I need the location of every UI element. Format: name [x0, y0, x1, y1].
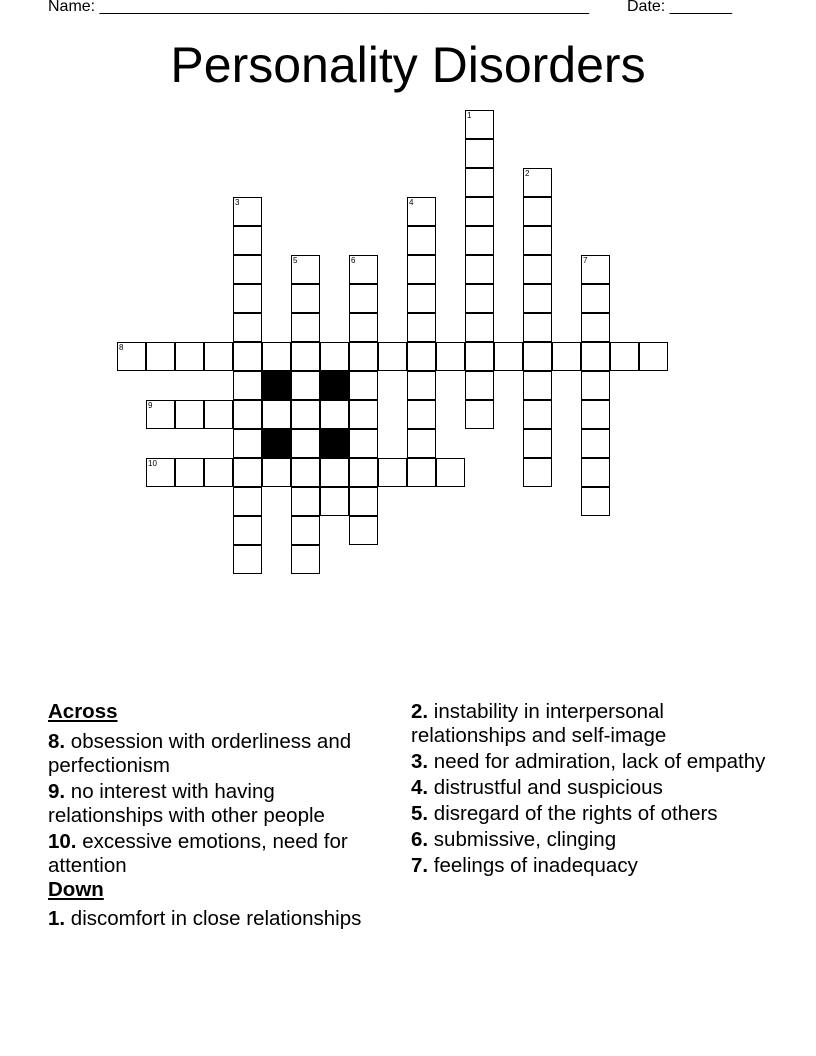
crossword-cell[interactable]: [465, 197, 494, 226]
crossword-cell[interactable]: [407, 197, 436, 226]
crossword-cell[interactable]: [407, 429, 436, 458]
crossword-cell[interactable]: [581, 429, 610, 458]
crossword-cell[interactable]: [233, 400, 262, 429]
crossword-cell[interactable]: [465, 313, 494, 342]
crossword-cell[interactable]: [494, 342, 523, 371]
crossword-cell[interactable]: [320, 487, 349, 516]
crossword-cell[interactable]: [291, 313, 320, 342]
crossword-cell[interactable]: [233, 371, 262, 400]
clue-across-9: [48, 780, 393, 828]
crossword-cell[interactable]: [465, 371, 494, 400]
crossword-cell[interactable]: [262, 400, 291, 429]
crossword-cell[interactable]: [581, 487, 610, 516]
crossword-cell[interactable]: [523, 284, 552, 313]
crossword-cell[interactable]: [349, 313, 378, 342]
crossword-cell[interactable]: [465, 255, 494, 284]
crossword-cell[interactable]: [465, 110, 494, 139]
clue-down-5: [411, 802, 771, 826]
crossword-cell[interactable]: [581, 400, 610, 429]
crossword-cell[interactable]: [349, 458, 378, 487]
crossword-cell[interactable]: [117, 342, 146, 371]
clue-number-label: 6: [351, 256, 356, 265]
clue-number: 9.: [48, 780, 66, 803]
clue-across-8: [48, 730, 393, 778]
crossword-cell[interactable]: [233, 284, 262, 313]
crossword-cell[interactable]: [581, 255, 610, 284]
clues-column-right: [411, 700, 771, 880]
clue-number-label: 4: [409, 198, 414, 207]
crossword-cell[interactable]: [291, 342, 320, 371]
clue-number: 5.: [411, 802, 429, 825]
crossword-cell[interactable]: [349, 284, 378, 313]
clue-text: feelings of inadequacy: [428, 854, 638, 877]
crossword-cell[interactable]: [349, 371, 378, 400]
crossword-cell[interactable]: [146, 458, 175, 487]
across-heading: Across: [48, 700, 118, 723]
clue-number-label: 3: [235, 198, 240, 207]
crossword-cell[interactable]: [349, 400, 378, 429]
crossword-cell[interactable]: [407, 255, 436, 284]
clue-number-label: 9: [148, 401, 153, 410]
black-square: [262, 371, 291, 400]
clue-down-7: [411, 854, 771, 878]
crossword-cell[interactable]: [175, 400, 204, 429]
crossword-cell[interactable]: [349, 429, 378, 458]
crossword-cell[interactable]: [291, 545, 320, 574]
crossword-cell[interactable]: [291, 458, 320, 487]
crossword-cell[interactable]: [204, 458, 233, 487]
clue-down-1: [48, 907, 393, 931]
crossword-cell[interactable]: [523, 168, 552, 197]
clue-text: discomfort in close relationships: [65, 907, 362, 930]
crossword-cell[interactable]: [523, 400, 552, 429]
crossword-cell[interactable]: [233, 458, 262, 487]
clue-number: 1.: [48, 907, 66, 930]
clue-number-label: 7: [583, 256, 588, 265]
crossword-cell[interactable]: [378, 342, 407, 371]
clue-down-6: [411, 828, 771, 852]
crossword-cell[interactable]: [291, 429, 320, 458]
crossword-cell[interactable]: [465, 139, 494, 168]
crossword-cell[interactable]: [407, 342, 436, 371]
clue-number-label: 8: [119, 343, 124, 352]
crossword-cell[interactable]: [291, 487, 320, 516]
crossword-cell[interactable]: [523, 226, 552, 255]
crossword-cell[interactable]: [465, 342, 494, 371]
name-field-label: Name: _______________________________________________________: [48, 0, 589, 15]
crossword-cell[interactable]: [465, 168, 494, 197]
crossword-cell[interactable]: [523, 197, 552, 226]
crossword-cell[interactable]: [407, 226, 436, 255]
clue-number: 3.: [411, 750, 429, 773]
clue-text: excessive emotions, need for attention: [48, 830, 348, 877]
clue-down-4: [411, 776, 771, 800]
crossword-cell[interactable]: [262, 458, 291, 487]
clue-number-label: 5: [293, 256, 298, 265]
crossword-cell[interactable]: [320, 342, 349, 371]
crossword-cell[interactable]: [291, 284, 320, 313]
crossword-cell[interactable]: [233, 313, 262, 342]
clue-text: instability in interpersonal relationships and self-image: [411, 700, 667, 747]
clue-text: no interest with having relationships with other people: [48, 780, 325, 827]
clue-across-10: [48, 830, 393, 878]
crossword-cell[interactable]: [639, 342, 668, 371]
black-square: [320, 429, 349, 458]
crossword-cell[interactable]: [465, 226, 494, 255]
crossword-cell[interactable]: [349, 487, 378, 516]
crossword-cell[interactable]: [233, 197, 262, 226]
crossword-cell[interactable]: [523, 255, 552, 284]
crossword-cell[interactable]: [523, 313, 552, 342]
clue-number-label: 2: [525, 169, 530, 178]
crossword-cell[interactable]: [349, 255, 378, 284]
crossword-cell[interactable]: [378, 458, 407, 487]
crossword-cell[interactable]: [146, 342, 175, 371]
crossword-cell[interactable]: [407, 458, 436, 487]
crossword-cell[interactable]: [436, 342, 465, 371]
crossword-cell[interactable]: [523, 342, 552, 371]
crossword-cell[interactable]: [581, 371, 610, 400]
crossword-cell[interactable]: [233, 226, 262, 255]
crossword-cell[interactable]: [407, 400, 436, 429]
crossword-cell[interactable]: [407, 371, 436, 400]
crossword-cell[interactable]: [175, 342, 204, 371]
clue-number: 2.: [411, 700, 429, 723]
crossword-cell[interactable]: [320, 400, 349, 429]
crossword-cell[interactable]: [291, 516, 320, 545]
crossword-cell[interactable]: [523, 371, 552, 400]
crossword-cell[interactable]: [204, 400, 233, 429]
crossword-cell[interactable]: [581, 313, 610, 342]
crossword-cell[interactable]: [436, 458, 465, 487]
crossword-cell[interactable]: [407, 313, 436, 342]
clue-text: distrustful and suspicious: [428, 776, 663, 799]
crossword-cell[interactable]: [233, 487, 262, 516]
clue-number: 4.: [411, 776, 429, 799]
clue-number: 10.: [48, 830, 77, 853]
crossword-cell[interactable]: [465, 284, 494, 313]
crossword-cell[interactable]: [407, 284, 436, 313]
crossword-cell[interactable]: [204, 342, 233, 371]
black-square: [262, 429, 291, 458]
crossword-cell[interactable]: [349, 342, 378, 371]
crossword-cell[interactable]: [233, 429, 262, 458]
crossword-cell[interactable]: [349, 516, 378, 545]
crossword-cell[interactable]: [581, 342, 610, 371]
crossword-cell[interactable]: [320, 458, 349, 487]
clue-number-label: 10: [148, 459, 157, 468]
down-heading: Down: [48, 878, 104, 901]
crossword-cell[interactable]: [291, 400, 320, 429]
date-field-label: Date: _______: [627, 0, 732, 15]
crossword-cell[interactable]: [233, 255, 262, 284]
crossword-cell[interactable]: [291, 371, 320, 400]
clue-number: 6.: [411, 828, 429, 851]
clue-text: need for admiration, lack of empathy: [428, 750, 766, 773]
crossword-cell[interactable]: [552, 342, 581, 371]
crossword-cell[interactable]: [581, 458, 610, 487]
clue-text: disregard of the rights of others: [428, 802, 718, 825]
crossword-cell[interactable]: [523, 429, 552, 458]
crossword-cell[interactable]: [233, 342, 262, 371]
clue-number: 8.: [48, 730, 66, 753]
clue-down-2: [411, 700, 771, 748]
clues-column-left: [48, 700, 393, 933]
crossword-cell[interactable]: [233, 516, 262, 545]
crossword-cell[interactable]: [233, 545, 262, 574]
crossword-cell[interactable]: [291, 255, 320, 284]
crossword-cell[interactable]: [262, 342, 291, 371]
clue-text: submissive, clinging: [428, 828, 617, 851]
crossword-cell[interactable]: [523, 458, 552, 487]
crossword-cell[interactable]: [465, 400, 494, 429]
crossword-cell[interactable]: [146, 400, 175, 429]
crossword-cell[interactable]: [581, 284, 610, 313]
clue-text: obsession with orderliness and perfectionism: [48, 730, 352, 777]
black-square: [320, 371, 349, 400]
crossword-cell[interactable]: [175, 458, 204, 487]
crossword-cell[interactable]: [610, 342, 639, 371]
clue-number-label: 1: [467, 111, 472, 120]
page-title: Personality Disorders: [170, 37, 646, 93]
clue-number: 7.: [411, 854, 429, 877]
clue-down-3: [411, 750, 771, 774]
